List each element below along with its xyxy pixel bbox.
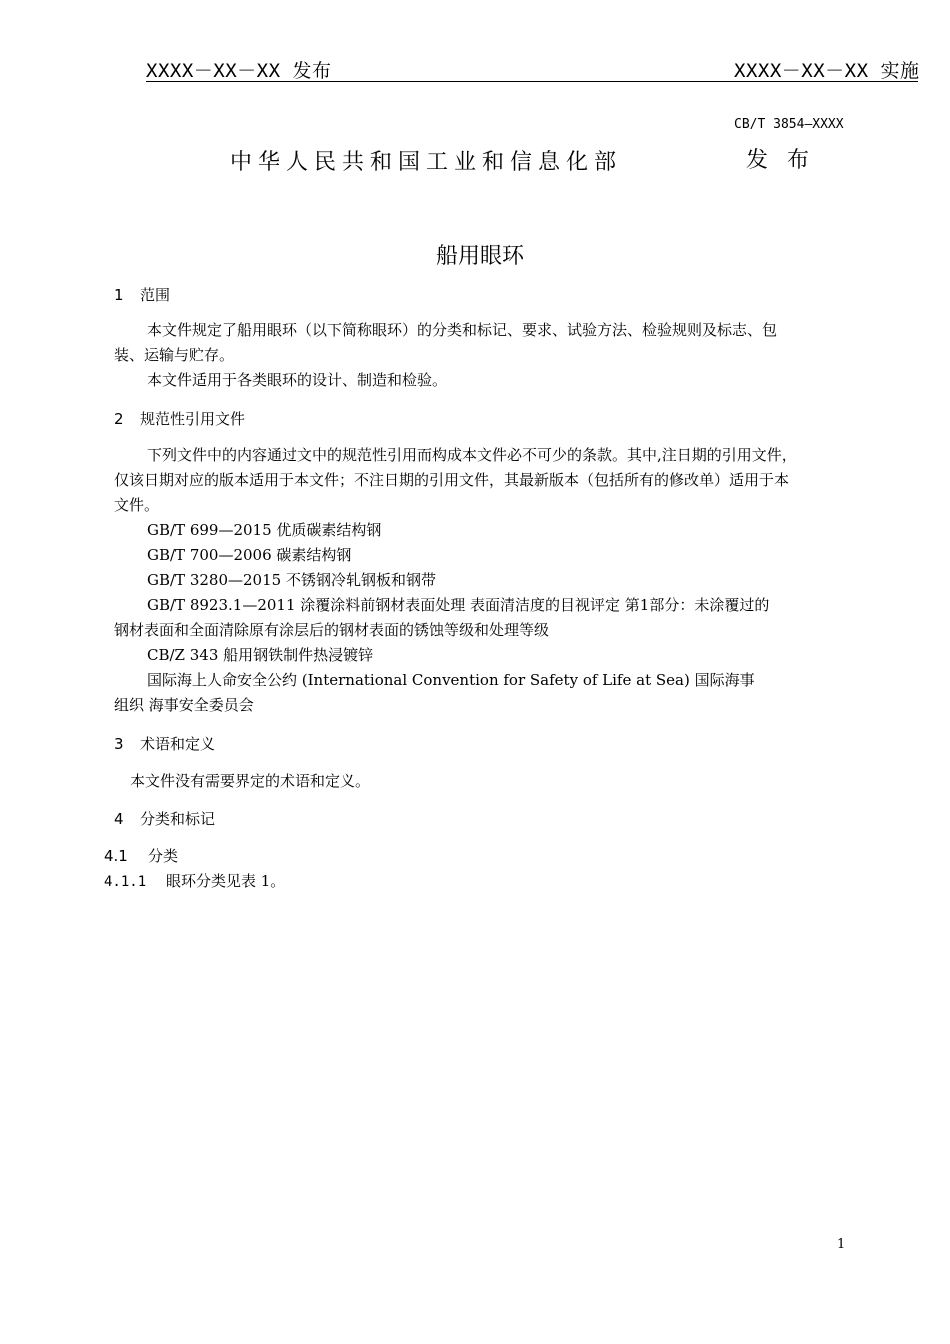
clause-4-1-1 (104, 870, 285, 891)
publish-date: XXXX－XX－XX 发布 (146, 60, 332, 82)
clause-number: 4.1.1 (104, 874, 147, 890)
subsection-4-1-heading (104, 845, 178, 866)
implement-date: XXXX－XX－XX 实施 (734, 60, 920, 82)
reference-item: CB/Z 343 船用钢铁制件热浸镀锌 (147, 646, 374, 664)
reference-item: 国际海上人命安全公约 (International Convention for Safety of Life at Sea) 国际海事 (147, 671, 755, 689)
reference-item: GB/T 700—2006 碳素结构钢 (147, 546, 352, 564)
paragraph-line: 文件。 (114, 496, 160, 514)
header-divider (146, 81, 918, 82)
section-number: 4 (114, 810, 124, 828)
section-number: 2 (114, 410, 124, 428)
section-3-heading (114, 733, 215, 754)
section-title: 范围 (140, 286, 171, 304)
reference-item: 钢材表面和全面清除原有涂层后的钢材表面的锈蚀等级和处理等级 (114, 621, 550, 639)
reference-item: GB/T 3280—2015 不锈钢冷轧钢板和钢带 (147, 571, 436, 589)
section-number: 1 (114, 286, 124, 304)
paragraph-line: 装、运输与贮存。 (114, 346, 235, 364)
paragraph-line: 本文件没有需要界定的术语和定义。 (130, 772, 371, 790)
clause-text: 眼环分类见表 1。 (166, 872, 286, 890)
subsection-title: 分类 (148, 847, 179, 865)
reference-item: 组织 海事安全委员会 (114, 696, 254, 714)
paragraph-line: 仅该日期对应的版本适用于本文件；不注日期的引用文件，其最新版本（包括所有的修改单）适用于本 (114, 471, 790, 489)
paragraph-line: 本文件规定了船用眼环（以下简称眼环）的分类和标记、要求、试验方法、检验规则及标志、包 (147, 321, 778, 339)
paragraph-line: 本文件适用于各类眼环的设计、制造和检验。 (147, 371, 448, 389)
section-4-heading (114, 808, 215, 829)
document-title: 船用眼环 (436, 244, 525, 269)
section-title: 规范性引用文件 (140, 410, 246, 428)
page-number: 1 (837, 1237, 846, 1252)
ministry-action: 发 布 (746, 148, 815, 173)
reference-item: GB/T 699—2015 优质碳素结构钢 (147, 521, 382, 539)
section-title: 术语和定义 (140, 735, 216, 753)
reference-item: GB/T 8923.1—2011 涂覆涂料前钢材表面处理 表面清洁度的目视评定 第1部分：未涂覆过的 (147, 596, 770, 614)
subsection-number: 4.1 (104, 847, 128, 865)
section-number: 3 (114, 735, 124, 753)
section-title: 分类和标记 (140, 810, 216, 828)
section-1-heading (114, 284, 170, 305)
ministry-name: 中华人民共和国工业和信息化部 (230, 150, 623, 175)
paragraph-line: 下列文件中的内容通过文中的规范性引用而构成本文件必不可少的条款。其中,注日期的引用文件， (147, 446, 797, 464)
standard-code: CB/T 3854—XXXX (734, 117, 844, 132)
section-2-heading (114, 408, 245, 429)
